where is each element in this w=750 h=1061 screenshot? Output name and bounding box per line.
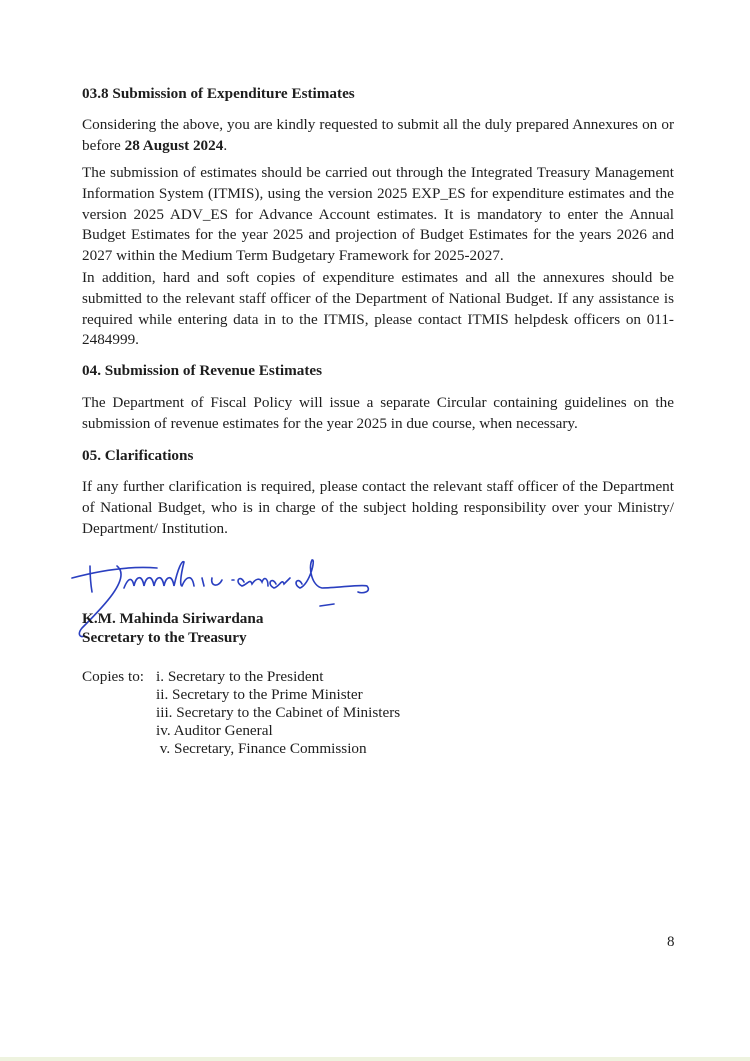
section-heading-04: 04. Submission of Revenue Estimates: [82, 362, 323, 379]
page-number: 8: [667, 934, 675, 950]
scan-edge: [0, 1057, 750, 1061]
paragraph-itmis: The submission of estimates should be carried out through the Integrated Treasury Management Information System (ITMIS), using the version 2025 EXP_ES for expenditure estimates and the version 2025 ADV_ES for Advance Account estimates. It is mandatory to enter the Annual Budget Estimates for the year 2025 and projection of Budget Estimates for the years 2026 and 2027 within the Medium Term Budgetary Framework for 2025-2027.: [82, 164, 674, 265]
paragraph-copies: In addition, hard and soft copies of expenditure estimates and all the annexures should be submitted to the relevant staff officer of the Department of National Budget. If any assistance is required while entering data in to the ITMIS, please contact ITMIS helpdesk officers on 011-2484999.: [82, 269, 674, 349]
deadline-date: 28 August 2024: [124, 136, 224, 154]
paragraph-revenue: The Department of Fiscal Policy will issue a separate Circular containing guidelines on the submission of revenue estimates for the year 2025 in due course, when necessary.: [82, 394, 674, 432]
copy-recipient: v. Secretary, Finance Commission: [156, 740, 367, 757]
copies-label: Copies to:: [82, 668, 145, 685]
signatory-block: [82, 609, 263, 647]
section-heading-038: 03.8 Submission of Expenditure Estimates: [82, 85, 355, 102]
copy-recipient: iv. Auditor General: [156, 722, 273, 739]
section-heading-05: 05. Clarifications: [82, 447, 194, 464]
copies-list: [156, 668, 400, 758]
paragraph-deadline: Considering the above, you are kindly requested to submit all the duly prepared Annexures on or before 28 August 2024.: [82, 116, 674, 154]
paragraph-clarifications: If any further clarification is required, please contact the relevant staff officer of the Department of National Budget, who is in charge of the subject holding responsibility over your Ministry/ Department/ Institution.: [82, 478, 674, 537]
signatory-name: K.M. Mahinda Siriwardana: [82, 610, 264, 627]
signatory-title: Secretary to the Treasury: [82, 629, 247, 646]
copy-recipient: ii. Secretary to the Prime Minister: [156, 686, 363, 703]
copy-recipient: iii. Secretary to the Cabinet of Ministers: [156, 704, 401, 721]
copy-recipient: i. Secretary to the President: [156, 668, 324, 685]
